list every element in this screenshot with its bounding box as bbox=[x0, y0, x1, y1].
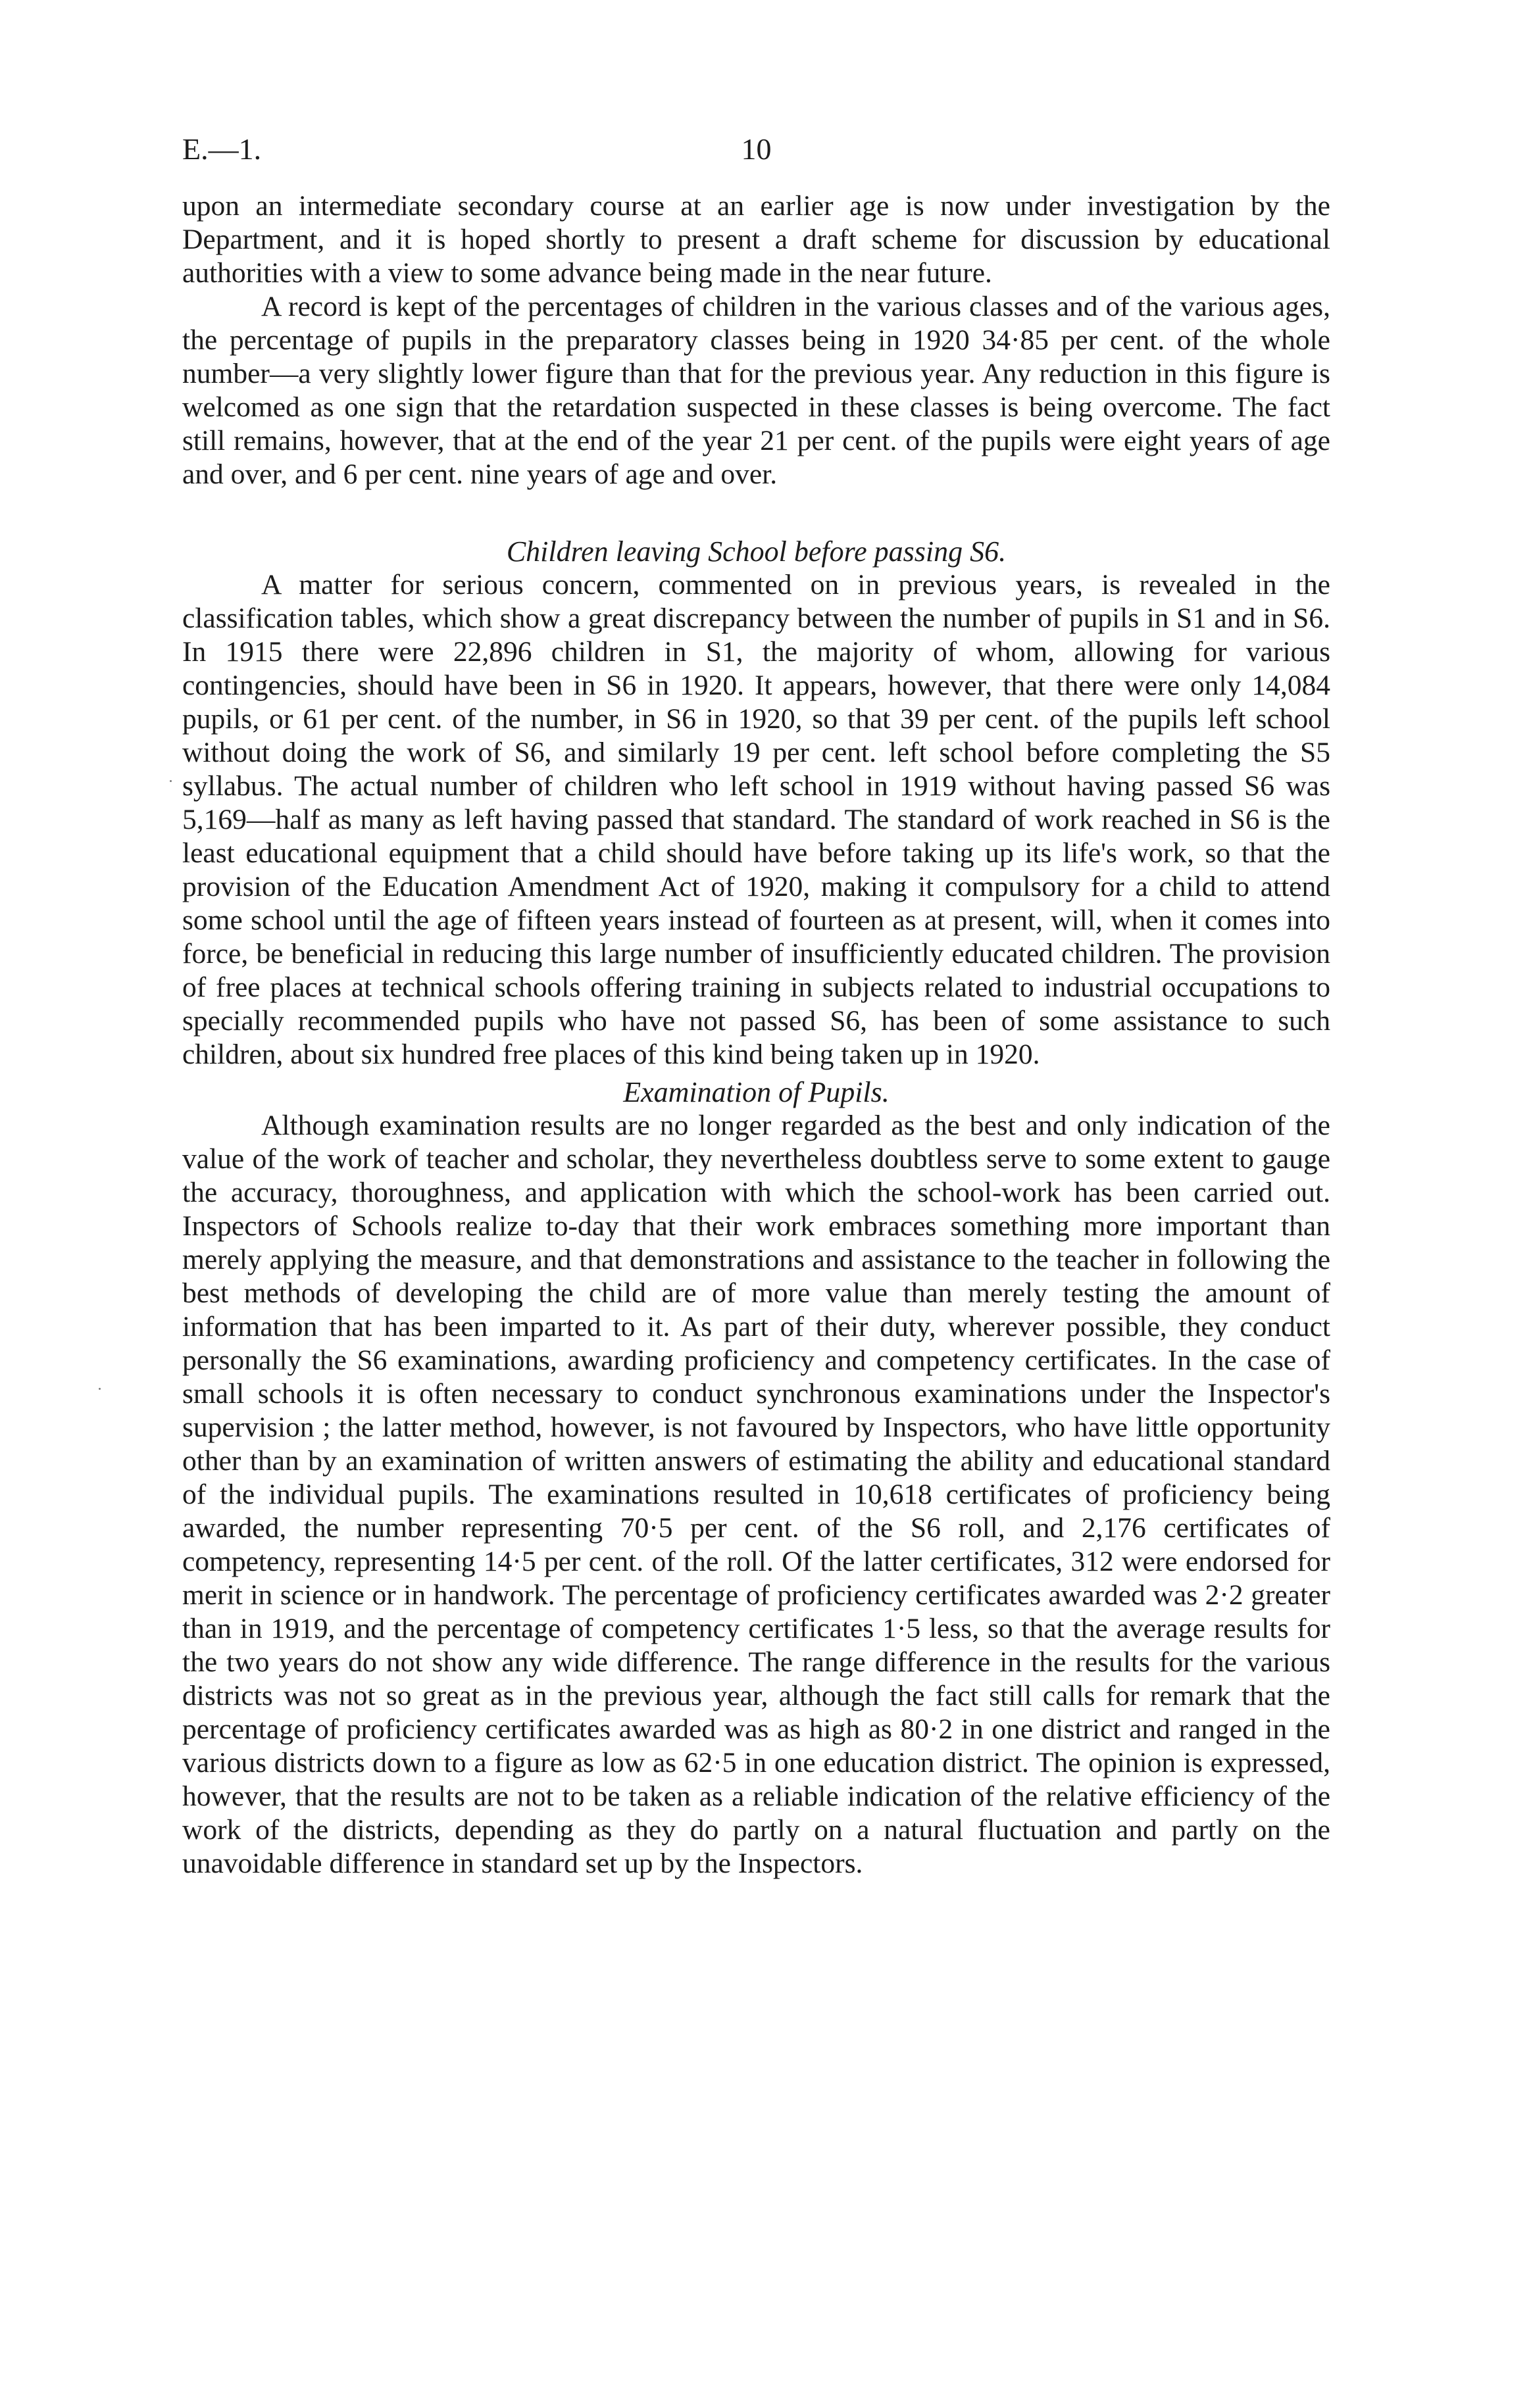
paragraph-examination: Although examination results are no longer regarded as the best and only indication of the value of the work of teacher and scholar, they nevertheless doubtless serve to some extent to gauge the accuracy, thoroughness, and application with which the school-work has been carried out. Inspectors of Schools realize to-day that their work embraces something more important than merely applying the measure, and that demonstrations and assistance to the teacher in following the best methods of developing the child are of more value than merely testing the amount of information that has been imparted to it. As part of their duty, wherever possible, they conduct personally the S6 examinations, awarding proficiency and competency certificates. In the case of small schools it is often necessary to conduct synchronous examinations under the Inspector's supervision ; the latter method, however, is not favoured by Inspectors, who have little opportunity other than by an examination of written answers of estimating the ability and educational standard of the individual pupils. The examinations resulted in 10,618 certificates of proficiency being awarded, the number representing 70·5 per cent. of the S6 roll, and 2,176 certificates of competency, representing 14·5 per cent. of the roll. Of the latter certificates, 312 were endorsed for merit in science or in handwork. The percentage of proficiency certificates awarded was 2·2 greater than in 1919, and the percentage of competency certificates 1·5 less, so that the average results for the two years do not show any wide difference. The range difference in the results for the various districts was not so great as in the previous year, although the fact still calls for remark that the percentage of proficiency certificates awarded was as high as 80·2 in one district and ranged in the various districts down to a figure as low as 62·5 in one education district. The opinion is expressed, however, that the results are not to be taken as a reliable indication of the relative efficiency of the work of the districts, depending as they do partly on a natural fluctuation and partly on the unavoidable difference in standard set up by the Inspectors. bbox=[182, 1110, 1330, 1879]
paragraph-percentages: A record is kept of the percentages of children in the various classes and of the various ages, the percentage of pupils in the preparatory classes being in 1920 34·85 per cent. of the whole number—a very slightly lower figure than that for the previous year. Any reduction in this figure is welcomed as one sign that the retardation suspected in these classes is being overcome. The fact still remains, however, that at the end of the year 21 per cent. of the pupils were eight years of age and over, and 6 per cent. nine years of age and over. bbox=[182, 291, 1330, 490]
margin-speck bbox=[99, 1388, 101, 1390]
margin-speck bbox=[170, 780, 172, 782]
running-header bbox=[182, 126, 1330, 172]
document-reference: E.—1. bbox=[182, 132, 262, 166]
paragraph-continued: upon an intermediate secondary course at an earlier age is now under investigation by the Department, and it is hoped shortly to present a draft scheme for discussion by educational authorities with a view to some advance being made in the near future. bbox=[182, 190, 1330, 289]
paragraph-children-leaving: A matter for serious concern, commented on in previous years, is revealed in the classification tables, which show a great discrepancy between the number of pupils in S1 and in S6. In 1915 there were 22,896 children in S1, the majority of whom, allowing for various contingencies, should have been in S6 in 1920. It appears, however, that there were only 14,084 pupils, or 61 per cent. of the number, in S6 in 1920, so that 39 per cent. of the pupils left school without doing the work of S6, and similarly 19 per cent. left school before completing the S5 syllabus. The actual number of children who left school in 1919 without having passed S6 was 5,169—half as many as left having passed that standard. The standard of work reached in S6 is the least educational equipment that a child should have before taking up its life's work, so that the provision of the Education Amendment Act of 1920, making it compulsory for a child to attend some school until the age of fifteen years instead of fourteen as at present, will, when it comes into force, be beneficial in reducing this large number of insufficiently educated children. The provision of free places at technical schools offering training in subjects related to industrial occupations to specially recommended pupils who have not passed S6, has been of some assistance to such children, about six hundred free places of this kind being taken up in 1920. bbox=[182, 569, 1330, 1070]
section-heading-examination: Examination of Pupils. bbox=[623, 1076, 890, 1108]
body-text bbox=[182, 189, 1330, 1880]
section-heading-children-leaving: Children leaving School before passing S6. bbox=[506, 535, 1007, 568]
page-number: 10 bbox=[741, 132, 772, 166]
